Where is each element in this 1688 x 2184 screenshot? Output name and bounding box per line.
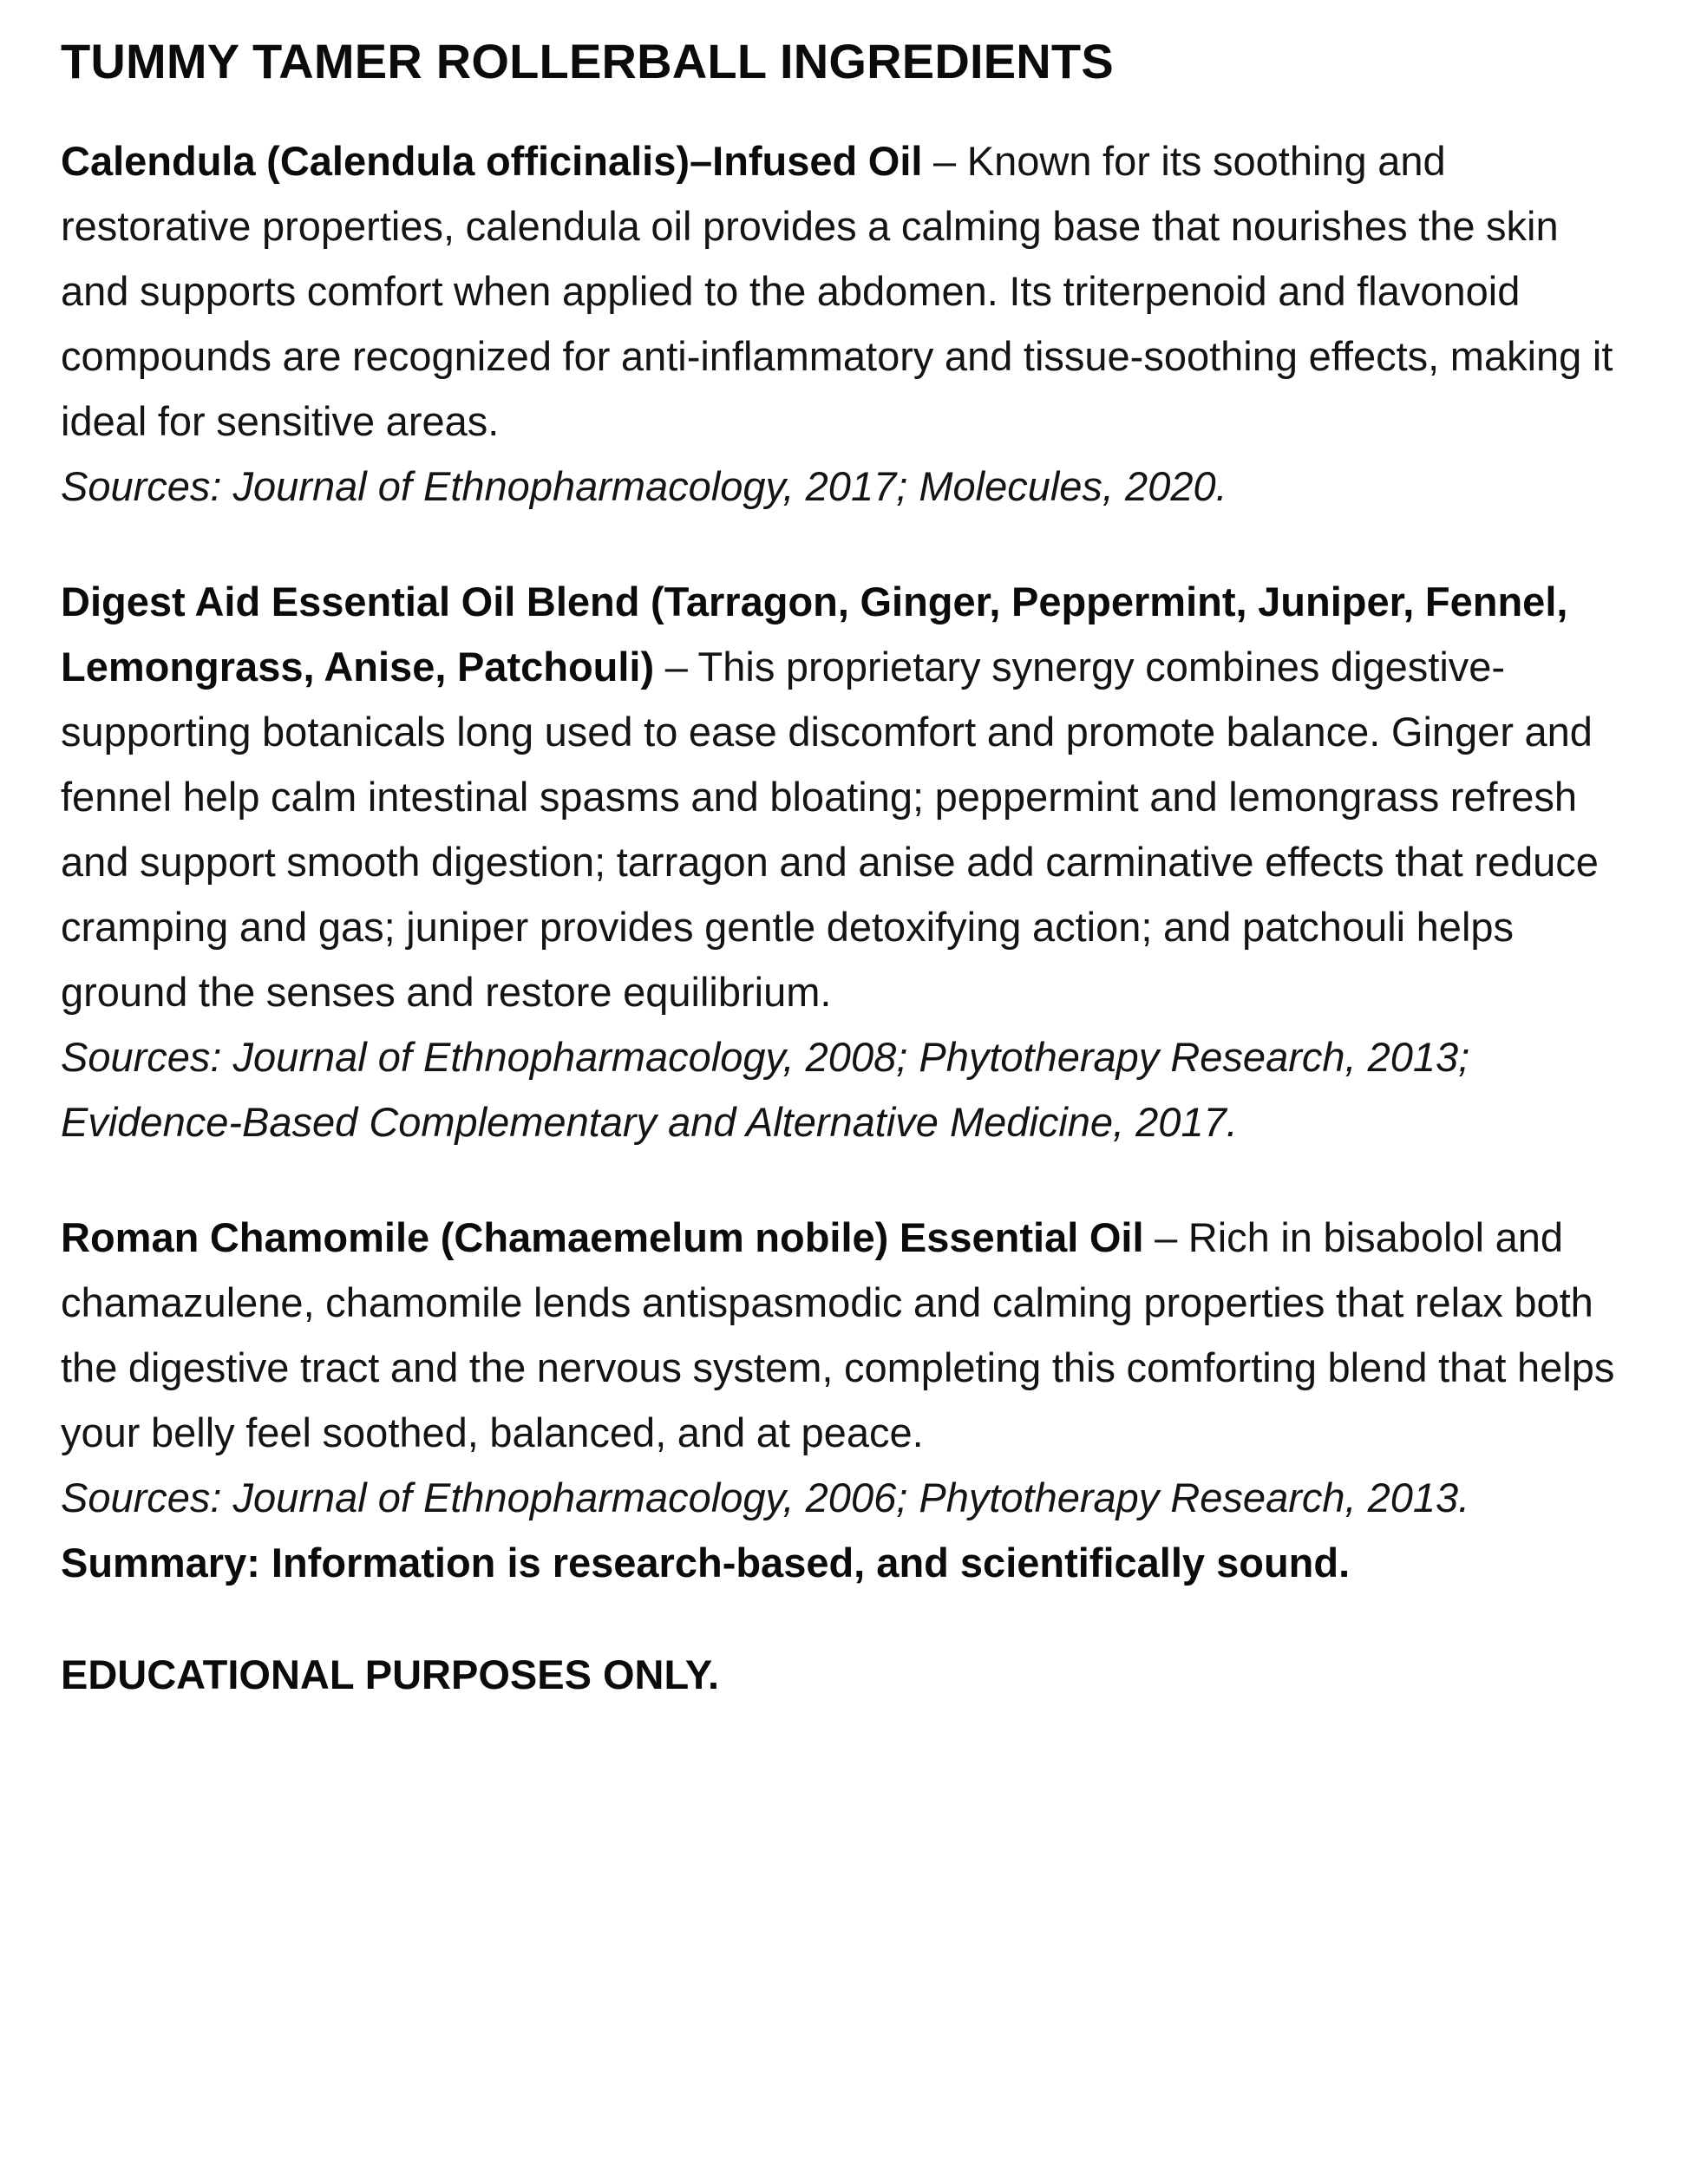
- summary-statement: Summary: Information is research-based, and scientifically sound.: [61, 1540, 1351, 1586]
- ingredient-paragraph: [61, 1205, 1622, 1465]
- ingredient-block-calendula: [61, 128, 1622, 519]
- ingredient-block-roman-chamomile: [61, 1205, 1622, 1530]
- ingredient-paragraph: [61, 128, 1622, 454]
- ingredient-paragraph: [61, 569, 1622, 1024]
- ingredient-description: – Rich in bisabolol and chamazulene, chamomile lends antispasmodic and calming properties that relax both the digestive tract and the nervous system, completing this comforting blend that helps your belly feel soothed, balanced, and at peace.: [61, 1214, 1615, 1456]
- ingredient-name: Calendula (Calendula officinalis)–Infused Oil: [61, 138, 923, 185]
- ingredient-sources: Sources: Journal of Ethnopharmacology, 2017; Molecules, 2020.: [61, 463, 1227, 510]
- educational-disclaimer: EDUCATIONAL PURPOSES ONLY.: [61, 1651, 720, 1698]
- ingredient-description: – This proprietary synergy combines digestive-supporting botanicals long used to ease discomfort and promote balance. Ginger and fennel help calm intestinal spasms and bloating; peppermint and lemongrass refresh and support smooth digestion; tarragon and anise add carminative effects that reduce cramping and gas; juniper provides gentle detoxifying action; and patchouli helps ground the senses and restore equilibrium.: [61, 644, 1599, 1016]
- ingredient-block-digest-aid-blend: [61, 569, 1622, 1154]
- ingredient-name: Roman Chamomile (Chamaemelum nobile) Essential Oil: [61, 1214, 1144, 1261]
- ingredient-sources: Sources: Journal of Ethnopharmacology, 2008; Phytotherapy Research, 2013; Evidence-Based Complementary and Alternative Medicine, 2017.: [61, 1034, 1470, 1146]
- page-title: TUMMY TAMER ROLLERBALL INGREDIENTS: [61, 34, 1114, 88]
- ingredient-name: Digest Aid Essential Oil Blend (Tarragon, Ginger, Peppermint, Juniper, Fennel, Lemongrass, Anise, Patchouli): [61, 579, 1568, 690]
- ingredient-sources: Sources: Journal of Ethnopharmacology, 2006; Phytotherapy Research, 2013.: [61, 1475, 1470, 1521]
- ingredient-description: – Known for its soothing and restorative properties, calendula oil provides a calming base that nourishes the skin and supports comfort when applied to the abdomen. Its triterpenoid and flavonoid compounds are recognized for anti-inflammatory and tissue-soothing effects, making it ideal for sensitive areas.: [61, 138, 1613, 445]
